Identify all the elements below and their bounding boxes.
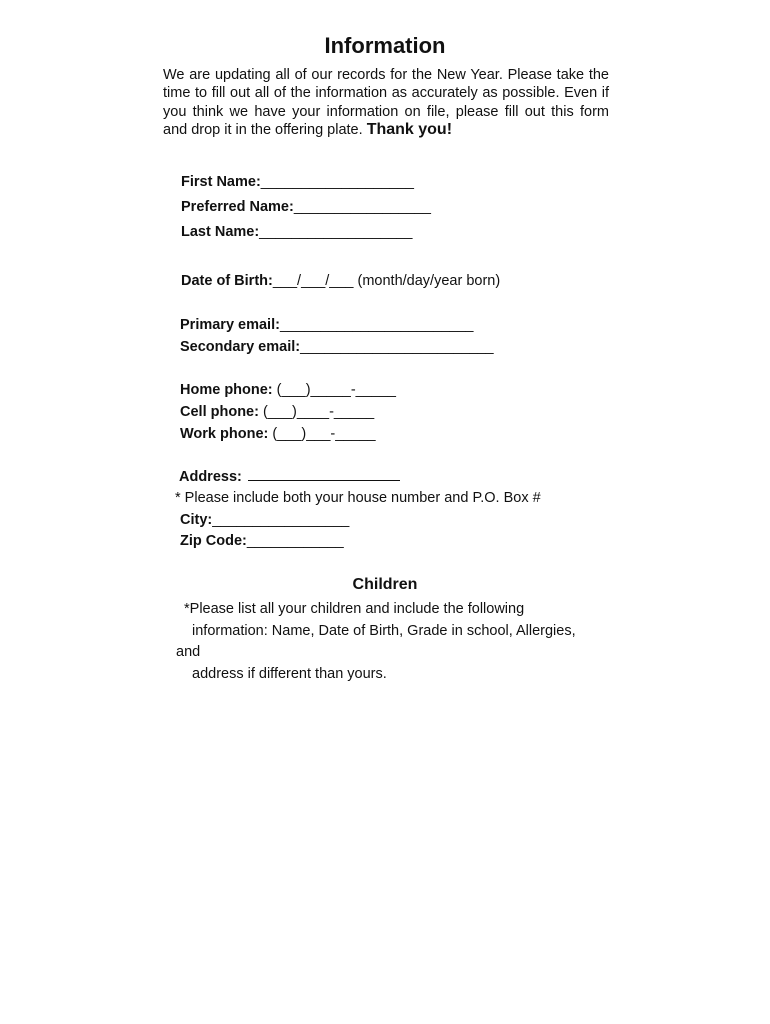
- first-name-label: First Name:: [181, 174, 261, 190]
- children-instruction-line-1: *Please list all your children and include the following: [184, 601, 525, 617]
- date-of-birth-label: Date of Birth:: [181, 273, 273, 289]
- children-instruction-line-3: and: [176, 644, 201, 660]
- address-blank-line[interactable]: [248, 468, 400, 481]
- intro-thanks: Thank you!: [366, 121, 453, 139]
- home-phone-field[interactable]: [180, 381, 396, 399]
- zip-code-field[interactable]: [180, 532, 344, 550]
- secondary-email-blank[interactable]: ________________________: [300, 339, 494, 355]
- cell-phone-field[interactable]: [180, 403, 374, 421]
- home-phone-label: Home phone:: [180, 382, 273, 398]
- primary-email-blank[interactable]: ________________________: [279, 317, 474, 333]
- address-label: Address:: [179, 469, 242, 485]
- preferred-name-blank[interactable]: _________________: [293, 199, 431, 215]
- intro-paragraph: [163, 66, 609, 140]
- last-name-field[interactable]: [181, 223, 412, 241]
- date-of-birth-field[interactable]: [181, 272, 500, 290]
- first-name-blank[interactable]: ___________________: [260, 174, 415, 190]
- last-name-label: Last Name:: [181, 224, 260, 240]
- intro-text: We are updating all of our records for the New Year. Please take the time to fill out all of the information as accurately as possible. Even if you think we have your information on file, please fill out this form and drop it in the offering plate.: [163, 67, 609, 139]
- secondary-email-field[interactable]: [180, 338, 494, 356]
- date-of-birth-hint: (month/day/year born): [353, 273, 501, 289]
- address-note: * Please include both your house number and P.O. Box #: [175, 490, 541, 506]
- children-instruction-line-2: information: Name, Date of Birth, Grade in school, Allergies,: [192, 623, 576, 639]
- city-field[interactable]: [180, 511, 349, 529]
- zip-code-label: Zip Code:: [180, 533, 247, 549]
- zip-code-blank[interactable]: ____________: [246, 533, 344, 549]
- city-blank[interactable]: _________________: [212, 512, 350, 528]
- work-phone-blank[interactable]: (___)___-_____: [268, 426, 376, 442]
- preferred-name-label: Preferred Name:: [181, 199, 294, 215]
- secondary-email-label: Secondary email:: [180, 339, 301, 355]
- cell-phone-blank[interactable]: (___)____-_____: [258, 404, 375, 420]
- work-phone-label: Work phone:: [180, 426, 269, 442]
- work-phone-field[interactable]: [180, 425, 376, 443]
- cell-phone-label: Cell phone:: [180, 404, 259, 420]
- primary-email-field[interactable]: [180, 316, 474, 334]
- children-instruction-line-4: address if different than yours.: [192, 666, 387, 682]
- children-section-title: Children: [352, 576, 418, 593]
- primary-email-label: Primary email:: [180, 317, 280, 333]
- page-title: Information: [324, 33, 446, 58]
- date-of-birth-blank[interactable]: ___/___/___: [272, 273, 354, 289]
- first-name-field[interactable]: [181, 173, 414, 191]
- address-field[interactable]: [179, 468, 400, 486]
- city-label: City:: [180, 512, 213, 528]
- last-name-blank[interactable]: ___________________: [259, 224, 413, 240]
- preferred-name-field[interactable]: [181, 198, 431, 216]
- home-phone-blank[interactable]: (___)_____-_____: [272, 382, 396, 398]
